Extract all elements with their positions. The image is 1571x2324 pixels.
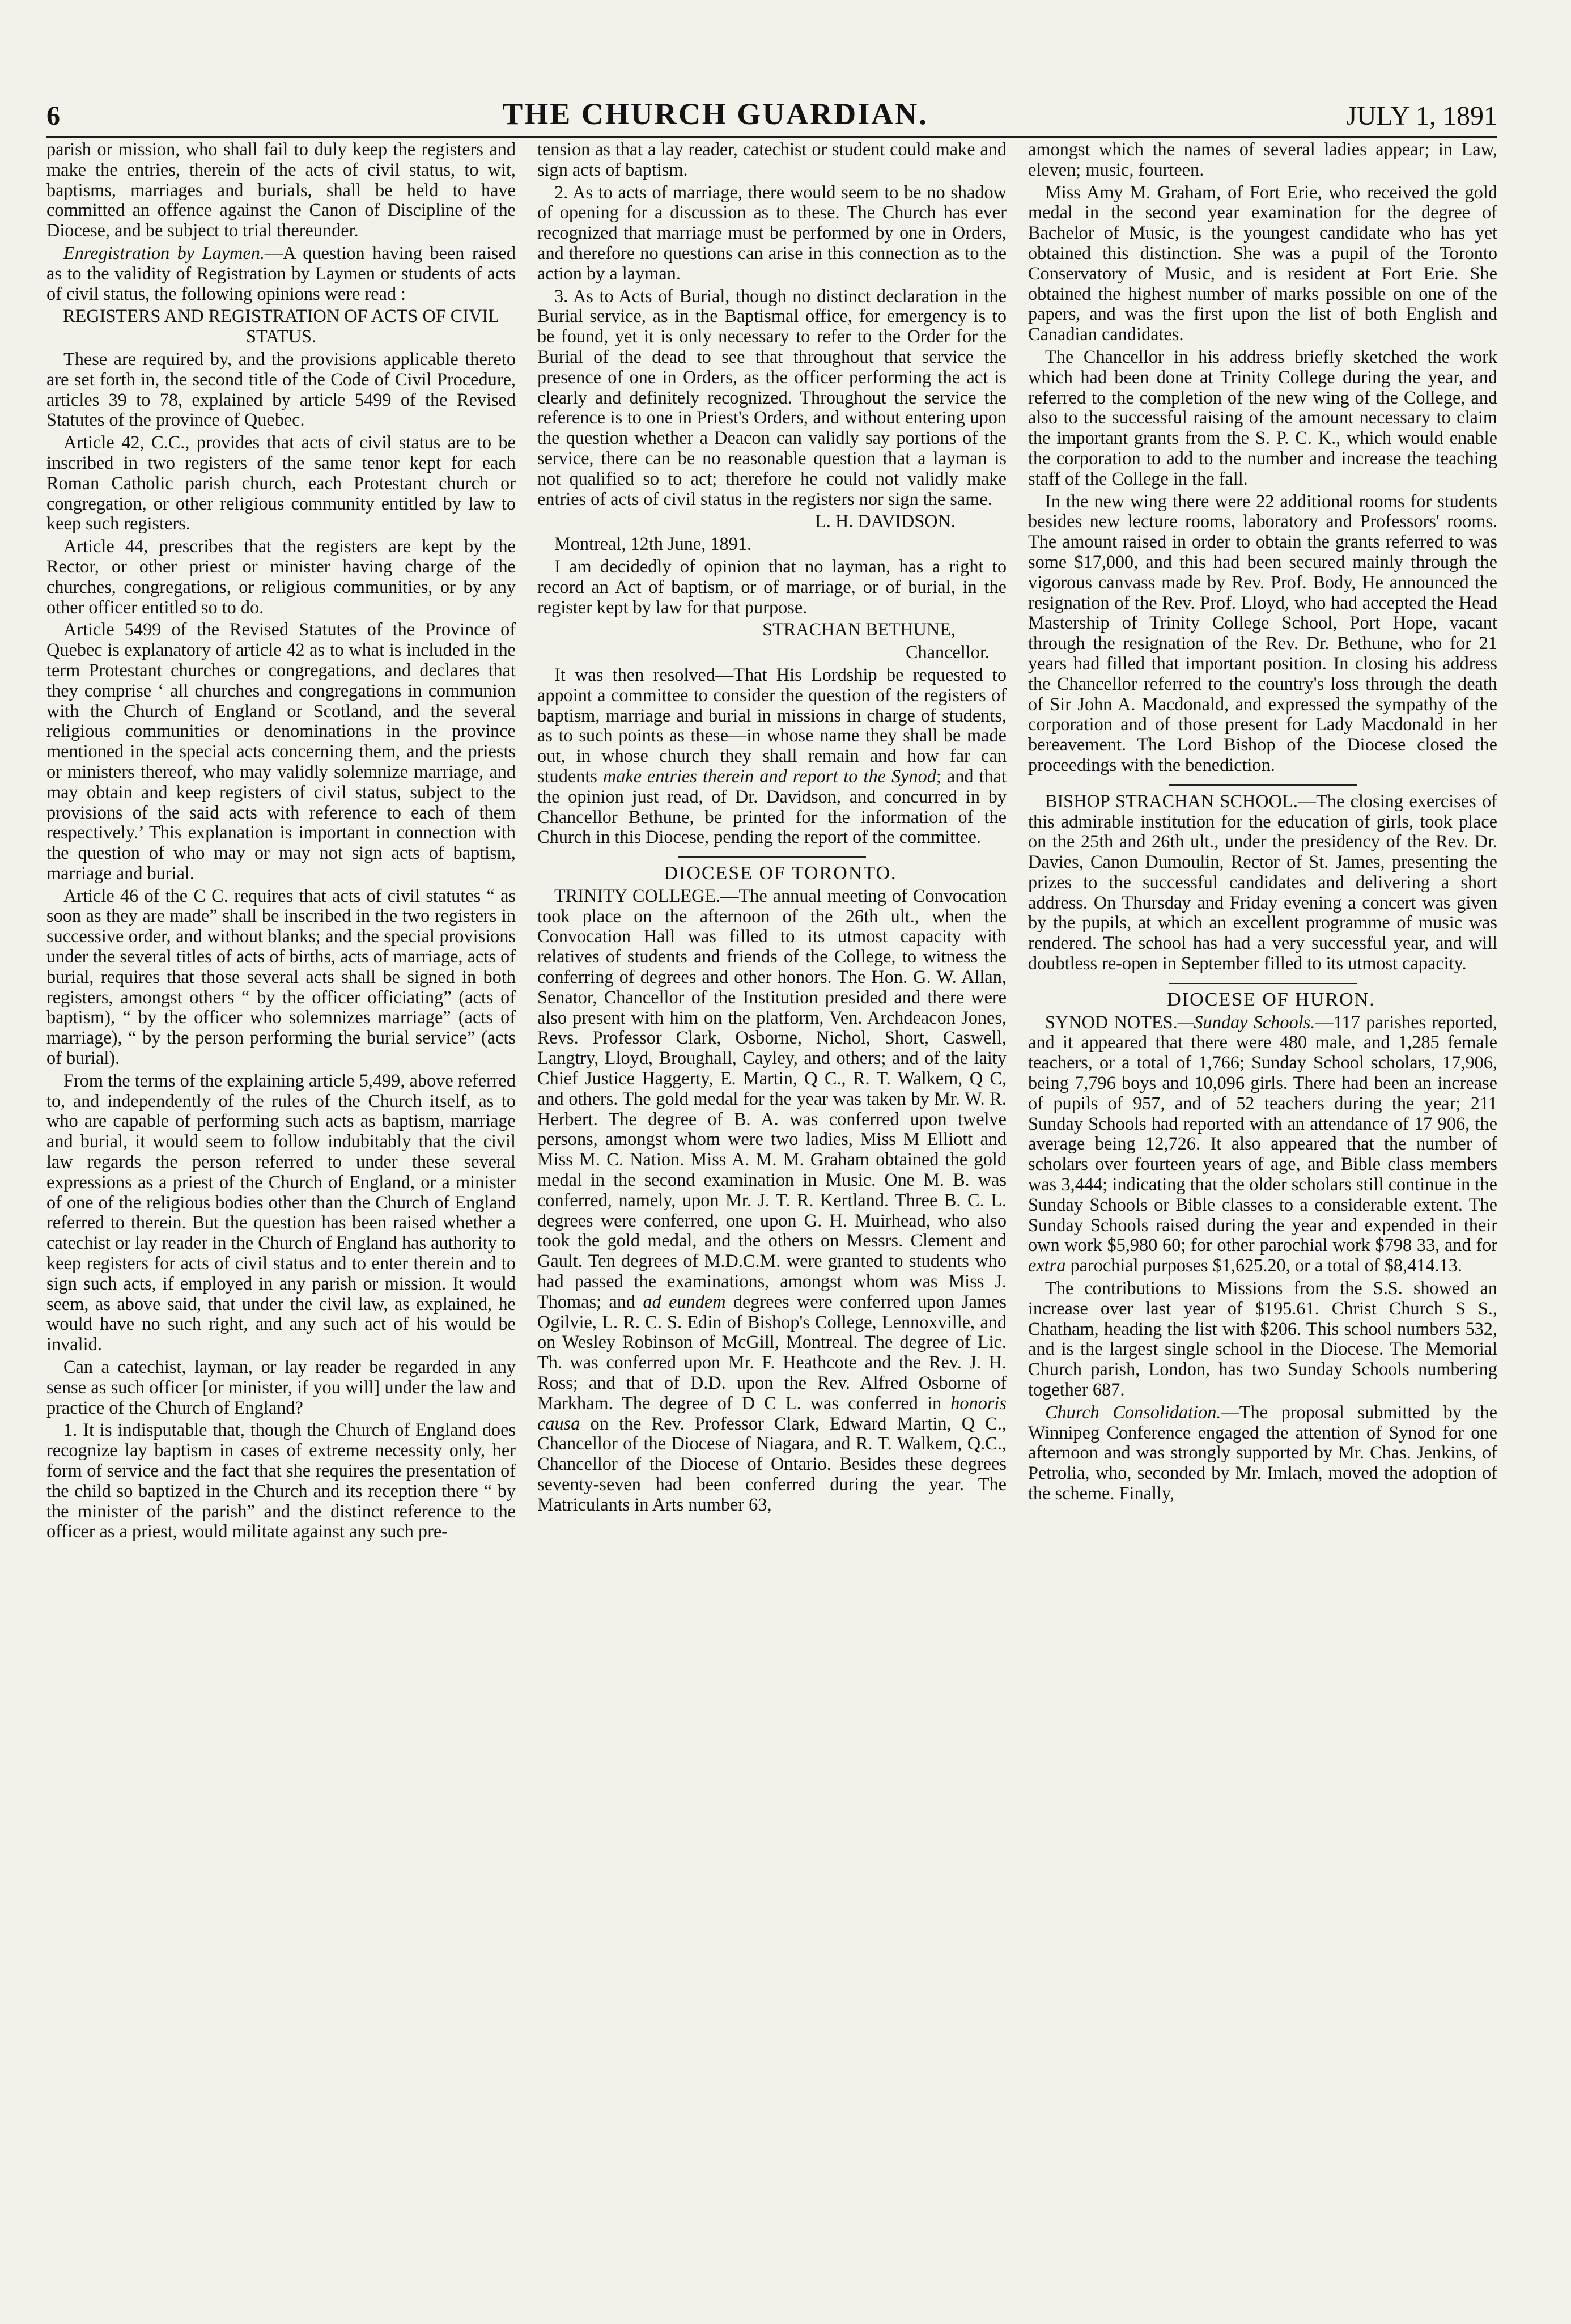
masthead: [46, 90, 1497, 138]
paragraph: 1. It is indisputable that, though the Church of England does recognize lay baptism in cases of extreme necessity only, her form of service and the fact that she requires the presentation of the child so baptized in the Church and its reception there “ by the minister of the parish” and the distinct reference to the officer as a priest, would militate against any such pre-: [46, 1419, 516, 1542]
paragraph-text: It was then resolved—That His Lordship be requested to appoint a committee to consider the question of the registers of baptism, marriage and burial in missions in charge of students, as to such points as these—in whose name they shall be made out, in whose church they shall remain and how far can students: [537, 664, 1007, 786]
section-divider: [678, 856, 865, 858]
signature-date: Montreal, 12th June, 1891.: [554, 533, 752, 554]
emphasis: Church Consolidation.: [1045, 1401, 1221, 1422]
paragraph: The contributions to Missions from the S.S. showed an increase over last year of $195.61. Christ Church S S., Chatham, heading the list with $206. This school numbers 532, and is the largest single school in the Diocese. The Memorial Church parish, London, has two Sunday Schools numbering together 687.: [1028, 1278, 1497, 1400]
paragraph: 3. As to Acts of Burial, though no distinct declaration in the Burial service, as in the Baptismal office, for emergency is to be found, yet it is only necessary to refer to the Order for the Burial of the dead to see that throughout that service the presence of one in Orders, as the officer performing the act is clearly and definitely recognized. Throughout the service the reference is to one in Priest's Orders, and without entering upon the question whether a Deacon can validly say portions of the service, there can be no reasonable question that a layman is not qualified so to act; therefore he could not validly make entries of acts of civil status in the registers nor sign the same.: [537, 285, 1007, 509]
emphasis: extra: [1028, 1255, 1066, 1276]
paragraph: parish or mission, who shall fail to duly keep the registers and make the entries, therein of the acts of civil status, to wit, baptisms, marriages and burials, shall be held to have committed an offence against the Canon of Discipline of the Diocese, and be subject to trial thereunder.: [46, 139, 516, 241]
paragraph: [1028, 1402, 1497, 1504]
paragraph: The Chancellor in his address briefly sketched the work which had been done at Trinity College during the year, and referred to the completion of the new wing of the College, and also to the successful raising of the amount necessary to claim the important grants from the S. P. C. K., which would enable the corporation to add to the number and increase the teaching staff of the College in the fall.: [1028, 346, 1497, 489]
section-caption: REGISTERS AND REGISTRATION OF ACTS OF CIVIL STATUS.: [63, 306, 499, 347]
paragraph: Article 44, prescribes that the registers are kept by the Rector, or other priest or minister having charge of the churches, congregations, or religious communities, or by any other officer entitled so to do.: [46, 536, 516, 617]
emphasis: ad eundem: [643, 1291, 726, 1312]
column-1: [46, 139, 516, 2276]
section-divider: [1169, 983, 1356, 984]
section-title-huron: DIOCESE OF HURON.: [1167, 989, 1375, 1010]
paragraph-text: degrees were conferred upon James Ogilvie, L. R. C. S. Edin of Bishop's College, Lennoxville, and on Wesley Robinson of McGill, Montreal. The degree of Lic. Th. was conferred upon Mr. F. Heathcote and the Rev. J. H. Ross; and that of D.D. upon the Rev. Alfred Osborne of Markham. The degree of D C L. was conferred in: [537, 1291, 1007, 1413]
paragraph: From the terms of the explaining article 5,499, above referred to, and independently of the rules of the Church itself, as to who are capable of performing such acts as baptism, marriage and burial, it would seem to follow indubitably that the civil law regards the person referred to under these several expressions as a priest of the Church of England, or a minister of one of the religious bodies other than the Church of England referred to therein. But the question has been raised whether a catechist or lay reader in the Church of England has authority to keep registers for acts of civil status and to enter therein and to sign such acts, if employed in any parish or mission. It would seem, as above said, that under the civil law, as explained, he would have no such right, and any such act of his would be invalid.: [46, 1070, 516, 1355]
paragraph: These are required by, and the provisions applicable thereto are set forth in, the second title of the Code of Civil Procedure, articles 39 to 78, explained by article 5499 of the Revised Statutes of the province of Quebec.: [46, 348, 516, 430]
section-title-toronto: DIOCESE OF TORONTO.: [664, 863, 897, 884]
paragraph-text: —117 parishes reported, and it appeared that there were 480 male, and 1,285 female teachers, or a total of 1,766; Sunday School scholars, 17,906, being 7,796 boys and 10,096 girls. There had been an increase of pupils of 957, and of 52 teachers during the year; 211 Sunday Schools had reported with an attendance of 17 906, the average being 12,726. It also appeared that the number of scholars over fourteen years of age, and Bible class members was 3,444; indicating that the older scholars still continue in the Sunday Schools or Bible classes to a considerable extent. The Sunday Schools raised during the year and expended in their own work $5,980 60; for other parochial work $798 33, and for: [1028, 1011, 1497, 1256]
paragraph: Can a catechist, layman, or lay reader be regarded in any sense as such officer [or minister, if you will] under the law and practice of the Church of England?: [46, 1356, 516, 1418]
emphasis: —Sunday Schools.: [1177, 1011, 1315, 1032]
paragraph: [537, 886, 1007, 1515]
paragraph: amongst which the names of several ladies appear; in Law, eleven; music, fourteen.: [1028, 139, 1497, 180]
paragraph: 2. As to acts of marriage, there would seem to be no shadow of opening for a discussion as to these. The Church has ever recognized that marriage must be performed by one in Orders, and therefore no questions can arise in this connection as to the action by a layman.: [537, 181, 1007, 283]
newspaper-title: THE CHURCH GUARDIAN.: [502, 97, 928, 131]
article-columns: [46, 139, 1497, 2276]
paragraph-caption: SYNOD NOTES.: [1045, 1011, 1178, 1032]
paragraph: [1028, 791, 1497, 974]
signature-name: L. H. DAVIDSON.: [815, 511, 956, 532]
paragraph-text: on the Rev. Professor Clark, Edward Martin, Q C., Chancellor of the Diocese of Niagara, and R. T. Walkem, Q.C., Chancellor of the Diocese of Ontario. Besides these degrees seventy-seven had been conferred during the year. The Matriculants in Arts number 63,: [537, 1413, 1007, 1515]
paragraph: Article 42, C.C., provides that acts of civil status are to be inscribed in two registers of the same tenor kept for each Roman Catholic parish church, each Protestant church or congregation, or other religious community entitled by law to keep such registers.: [46, 432, 516, 534]
emphasis: make entries therein and report to the Synod: [602, 765, 936, 786]
paragraph-text: ; and that the opinion just read, of Dr. Davidson, and concurred in by Chancellor Bethune, be printed for the information of the Church in this Diocese, pending the report of the committee.: [537, 765, 1007, 847]
column-3: [1028, 139, 1497, 2276]
paragraph-text: —The annual meeting of Convocation took place on the afternoon of the 26th ult., when the Convocation Hall was filled to its utmost capacity with relatives of students and friends of the College, to witness the conferring of degrees and other honors. The Hon. G. W. Allan, Senator, Chancellor of the Institution presided and there were also present with him on the platform, Ven. Archdeacon Jones, Revs. Professor Clark, Osborne, Nichol, Short, Caswell, Langtry, Lloyd, Broughall, Cayley, and others; and of the laity Chief Justice Haggerty, E. Martin, Q C., R. T. Walkem, Q C, and others. The gold medal for the year was taken by Mr. W. R. Herbert. The degree of B. A. was conferred upon twelve persons, amongst whom were two ladies, Miss M Elliott and Miss M. C. Nation. Miss A. M. M. Graham obtained the gold medal in the second examination in Music. One M. B. was conferred, namely, upon Mr. J. T. R. Kertland. Three B. C. L. degrees were conferred, one upon G. H. Muirhead, who also took the gold medal, and the others on Messrs. Clement and Gault. Ten degrees of M.D.C.M. were granted to students who had passed the examinations, amongst whom was Miss J. Thomas; and: [537, 885, 1007, 1312]
paragraph-text: —A question having been raised as to the validity of Registration by Laymen or students of acts of civil status, the following opinions were read :: [46, 242, 516, 304]
paragraph-text: —The proposal submitted by the Winnipeg Conference engaged the attention of Synod for one afternoon and was strongly supported by Mr. Chas. Jenkins, of Petrolia, who, seconded by Mr. Imlach, moved the adoption of the scheme. Finally,: [1028, 1401, 1497, 1503]
paragraph: I am decidedly of opinion that no layman, has a right to record an Act of baptism, or of marriage, or of burial, in the register kept by law for that purpose.: [537, 555, 1007, 617]
paragraph: Article 46 of the C C. requires that acts of civil statutes “ as soon as they are made” shall be inscribed in the two registers in successive order, and without blanks; and the special provisions under the several titles of acts of births, acts of marriage, acts of burial, requires that those several acts shall be signed in both registers, amongst others “ by the officer officiating” (acts of baptism), “ by the officer who solemnizes marriage” (acts of marriage), “ by the person performing the burial service” (acts of burial).: [46, 885, 516, 1068]
paragraph-caption: BISHOP STRACHAN SCHOOL.: [1045, 790, 1298, 811]
page-number: 6: [46, 101, 60, 131]
paragraph: [1028, 1012, 1497, 1276]
paragraph-text: parochial purposes $1,625.20, or a total of $8,414.13.: [1065, 1255, 1463, 1276]
paragraph: [537, 665, 1007, 847]
subheading: Enregistration by Laymen.: [63, 242, 265, 263]
section-divider: [1169, 784, 1356, 786]
paragraph: tension as that a lay reader, catechist or student could make and sign acts of baptism.: [537, 139, 1007, 180]
issue-date: JULY 1, 1891: [1346, 101, 1497, 131]
signature-name: STRACHAN BETHUNE,: [762, 619, 956, 640]
paragraph: Article 5499 of the Revised Statutes of the Province of Quebec is explanatory of article 42 as to what is included in the term Protestant churches or congregations, and declares that they comprise ‘ all churches and congregations in communion with the Church of England or Scotland, and the several religious communities or denominations in the province mentioned in the special acts concerning them, and the priests or ministers thereof, who may validly solemnize marriage, and may obtain and keep registers of civil status, subject to the provisions of the said acts with reference to each of them respectively.’ This explanation is important in connection with the question of who may or may not sign acts of baptism, marriage and burial.: [46, 619, 516, 883]
paragraph-text: —The closing exercises of this admirable institution for the education of girls, took place on the 25th and 26th ult., under the presidency of the Rev. Dr. Davies, Canon Dumoulin, Rector of St. James, presenting the prizes to the successful candidates and delivering a short address. On Thursday and Friday evening a concert was given by the pupils, at which an excellent programme of music was rendered. The school has had a very successful year, and will doubtless re-open in September filled to its utmost capacity.: [1028, 790, 1497, 974]
signature-title: Chancellor.: [906, 642, 990, 663]
paragraph-caption: TRINITY COLLEGE.: [554, 885, 721, 906]
paragraph: Miss Amy M. Graham, of Fort Erie, who received the gold medal in the second year examination for the degree of Bachelor of Music, is the youngest candidate who has yet obtained this distinction. She was a pupil of the Toronto Conservatory of Music, and is resident at Fort Erie. She obtained the highest number of marks possible on one of the papers, and was the first upon the list of both English and Canadian candidates.: [1028, 181, 1497, 345]
emphasis: honoris causa: [537, 1392, 1007, 1434]
paragraph: [46, 243, 516, 304]
paragraph: In the new wing there were 22 additional rooms for students besides new lecture rooms, laboratory and Professors' rooms. The amount raised in order to obtain the grants referred to was some $17,000, and this had been secured mainly through the vigorous canvass made by Rev. Prof. Body, He announced the resignation of the Rev. Prof. Lloyd, who had accepted the Head Mastership of Trinity College School, Port Hope, vacant through the resignation of the Rev. Dr. Bethune, who for 21 years had filled that important position. In closing his address the Chancellor referred to the country's loss through the death of Sir John A. Macdonald, and expressed the sympathy of the corporation and of those present for Lady Macdonald in her bereavement. The Lord Bishop of the Diocese closed the proceedings with the benediction.: [1028, 490, 1497, 775]
column-2: [537, 139, 1007, 2276]
